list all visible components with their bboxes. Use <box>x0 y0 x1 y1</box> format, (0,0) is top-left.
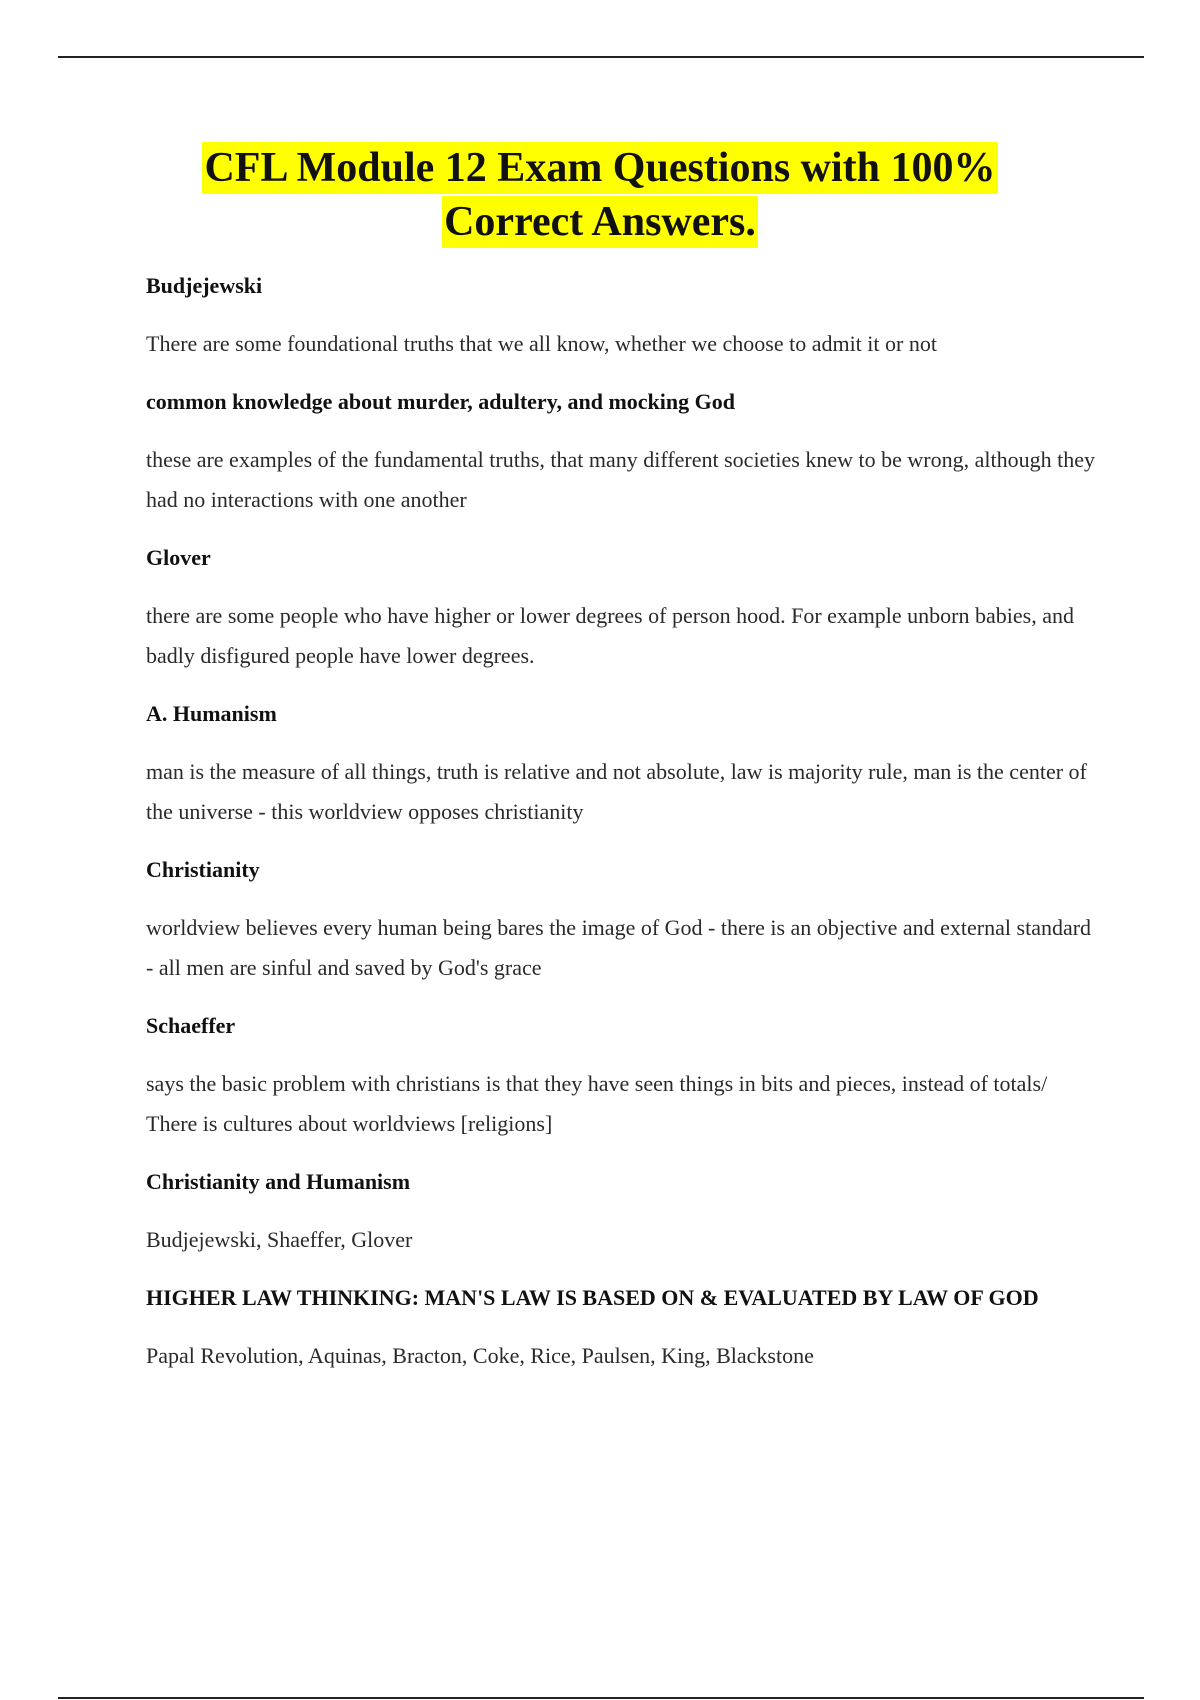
question-text: Schaeffer <box>146 1013 236 1038</box>
qa-item <box>146 1006 1096 1144</box>
answer-text: there are some people who have higher or lower degrees of person hood. For example unborn babies, and badly disfigured people have lower degrees. <box>146 603 1074 668</box>
qa-item <box>146 694 1096 832</box>
question-text: common knowledge about murder, adultery, and mocking God <box>146 389 735 414</box>
answer-text: man is the measure of all things, truth is relative and not absolute, law is majority rule, man is the center of the universe - this worldview opposes christianity <box>146 759 1087 824</box>
qa-list <box>146 266 1096 1394</box>
answer-text: these are examples of the fundamental truths, that many different societies knew to be wrong, although they had no interactions with one another <box>146 447 1095 512</box>
bottom-rule <box>58 1697 1144 1699</box>
answer-text: Budjejewski, Shaeffer, Glover <box>146 1227 413 1252</box>
question-text: Christianity and Humanism <box>146 1169 411 1194</box>
answer-text: worldview believes every human being bares the image of God - there is an objective and external standard - all men are sinful and saved by God's grace <box>146 915 1092 980</box>
qa-item <box>146 538 1096 676</box>
question-text: Christianity <box>146 857 260 882</box>
qa-item <box>146 1162 1096 1260</box>
answer-text: Papal Revolution, Aquinas, Bracton, Coke, Rice, Paulsen, King, Blackstone <box>146 1343 814 1368</box>
top-rule <box>58 56 1144 58</box>
question-text: HIGHER LAW THINKING: MAN'S LAW IS BASED ON & EVALUATED BY LAW OF GOD <box>146 1285 1039 1310</box>
title-line-2: Correct Answers. <box>442 196 758 248</box>
title-line-1: CFL Module 12 Exam Questions with 100% <box>202 142 997 194</box>
qa-item <box>146 266 1096 364</box>
qa-item <box>146 382 1096 520</box>
question-text: A. Humanism <box>146 701 277 726</box>
question-text: Budjejewski <box>146 273 263 298</box>
answer-text: says the basic problem with christians is that they have seen things in bits and pieces, instead of totals/ There is cultures about worldviews [religions] <box>146 1071 1048 1136</box>
answer-text: There are some foundational truths that we all know, whether we choose to admit it or not <box>146 331 937 356</box>
qa-item <box>146 850 1096 988</box>
question-text: Glover <box>146 545 211 570</box>
document-title <box>0 142 1200 250</box>
qa-item <box>146 1278 1096 1376</box>
